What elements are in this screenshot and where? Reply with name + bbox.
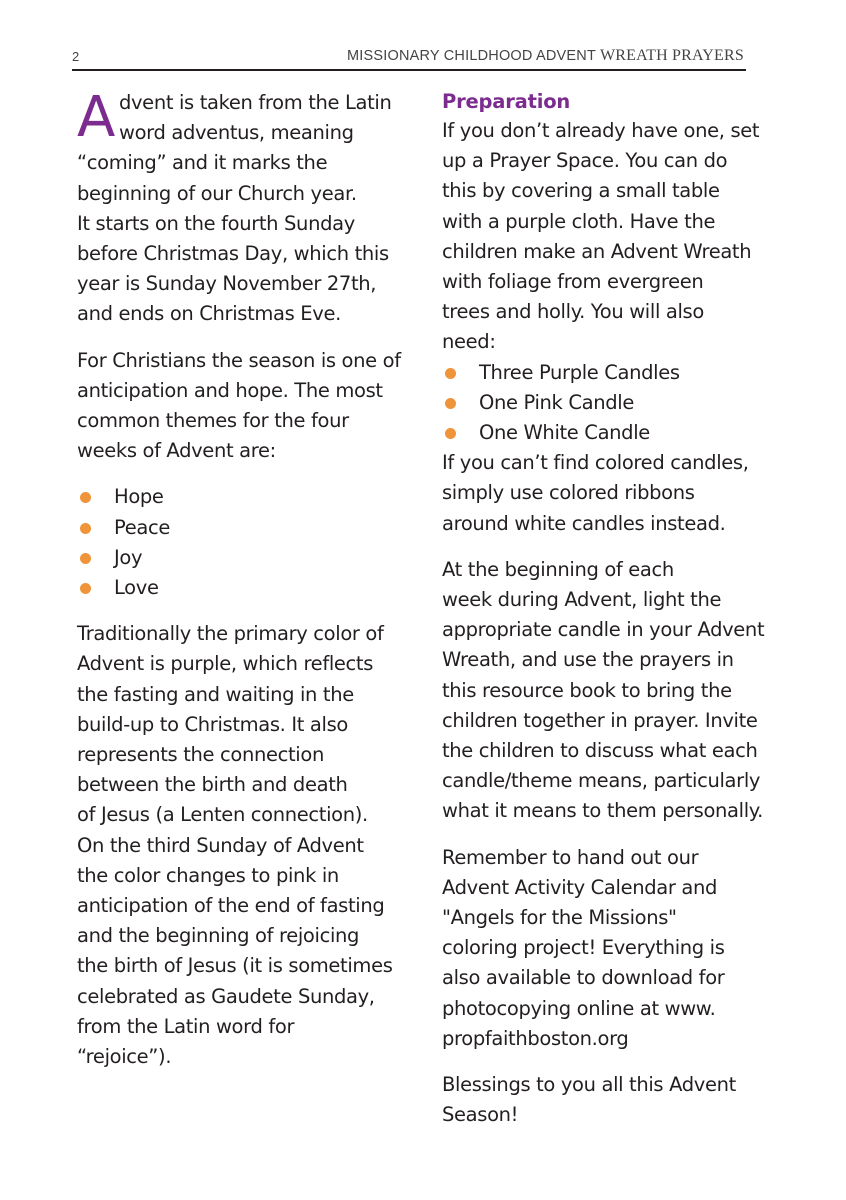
text-line: what it means to them personally. <box>442 799 764 823</box>
text-line: photocopying online at www. <box>442 996 716 1020</box>
text-line: and the beginning of rejoicing <box>77 924 360 948</box>
themes-list <box>77 482 422 603</box>
text-line: the birth of Jesus (it is sometimes <box>77 954 393 978</box>
list-item <box>77 573 422 603</box>
text-line: Season! <box>442 1103 519 1127</box>
text-line: need: <box>442 330 496 354</box>
text-line: children together in prayer. Invite <box>442 708 758 732</box>
text-line: common themes for the four <box>77 409 349 433</box>
bullet-icon <box>445 428 456 439</box>
list-item-label: Love <box>114 576 159 600</box>
bullet-icon <box>445 368 456 379</box>
text-line: Blessings to you all this Advent <box>442 1073 736 1097</box>
bullet-icon <box>80 492 91 503</box>
color-paragraph <box>77 619 422 1072</box>
week-paragraph <box>442 555 787 827</box>
text-line: "Angels for the Missions" <box>442 906 677 930</box>
list-item <box>77 513 422 543</box>
list-item <box>77 482 422 512</box>
left-column <box>77 85 422 1072</box>
text-line: “rejoice”). <box>77 1045 172 1069</box>
text-line: trees and holly. You will also <box>442 300 704 324</box>
bullet-icon <box>80 523 91 534</box>
text-line: On the third Sunday of Advent <box>77 833 364 857</box>
list-item <box>442 388 787 418</box>
text-line: simply use colored ribbons <box>442 481 695 505</box>
text-line: with foliage from evergreen <box>442 270 704 294</box>
list-item-label: Hope <box>114 485 164 509</box>
text-line: dvent is taken from the Latin <box>118 91 392 114</box>
bullet-icon <box>445 398 456 409</box>
text-line: and ends on Christmas Eve. <box>77 302 341 326</box>
text-line: For Christians the season is one of <box>77 348 401 372</box>
text-line: Remember to hand out our <box>442 845 699 869</box>
page-number: 2 <box>72 49 80 64</box>
drop-cap: A <box>77 85 115 150</box>
text-line: from the Latin word for <box>77 1014 295 1038</box>
bullet-icon <box>80 553 91 564</box>
list-item-label: Joy <box>114 545 143 569</box>
intro-paragraph <box>77 85 422 330</box>
text-line: around white candles instead. <box>442 511 726 535</box>
list-item <box>77 543 422 573</box>
text-line: appropriate candle in your Advent <box>442 618 765 642</box>
running-title <box>347 47 744 65</box>
text-line: week during Advent, light the <box>442 588 722 612</box>
text-line: build-up to Christmas. It also <box>77 712 348 736</box>
themes-paragraph <box>77 346 422 467</box>
text-line: the fasting and waiting in the <box>77 682 354 706</box>
text-line: with a purple cloth. Have the <box>442 209 716 233</box>
preparation-paragraph <box>442 116 787 358</box>
text-line: It starts on the fourth Sunday <box>77 211 355 235</box>
text-line: between the birth and death <box>77 773 348 797</box>
running-title-sans: MISSIONARY CHILDHOOD ADVENT <box>347 48 600 64</box>
list-item-label: Three Purple Candles <box>479 360 680 384</box>
text-line: children make an Advent Wreath <box>442 239 752 263</box>
text-line: Advent Activity Calendar and <box>442 875 718 899</box>
page-header <box>72 47 746 71</box>
blessing-paragraph <box>442 1070 787 1130</box>
text-line: anticipation of the end of fasting <box>77 894 385 918</box>
text-line: represents the connection <box>77 743 324 767</box>
list-item <box>442 358 787 388</box>
text-line: year is Sunday November 27th, <box>77 272 377 296</box>
text-line: If you can’t find colored candles, <box>442 451 749 475</box>
text-line: anticipation and hope. The most <box>77 378 383 402</box>
text-line: If you don’t already have one, set <box>442 119 760 142</box>
text-line: “coming” and it marks the <box>77 151 328 175</box>
text-line: also available to download for <box>442 966 725 990</box>
text-line: candle/theme means, particularly <box>442 769 761 793</box>
text-line: beginning of our Church year. <box>77 181 357 205</box>
section-heading-preparation: Preparation <box>442 90 571 113</box>
text-line: the children to discuss what each <box>442 739 758 763</box>
candles-list <box>442 358 787 449</box>
text-line: this by covering a small table <box>442 179 720 203</box>
text-line: before Christmas Day, which this <box>77 242 389 266</box>
text-line: word adventus, meaning <box>118 121 354 145</box>
text-line: coloring project! Everything is <box>442 936 725 960</box>
text-line: of Jesus (a Lenten connection). <box>77 803 368 827</box>
text-line: this resource book to bring the <box>442 678 732 702</box>
list-item <box>442 418 787 448</box>
list-item-label: One Pink Candle <box>479 390 634 414</box>
text-line: the color changes to pink in <box>77 863 339 887</box>
right-column <box>442 88 787 1131</box>
text-line: weeks of Advent are: <box>77 439 276 463</box>
text-line: Advent is purple, which reflects <box>77 652 374 676</box>
remember-paragraph <box>442 843 787 1054</box>
text-line: up a Prayer Space. You can do <box>442 149 728 173</box>
list-item-label: One White Candle <box>479 421 650 445</box>
running-title-serif: WREATH PRAYERS <box>599 47 744 64</box>
list-item-label: Peace <box>114 515 170 539</box>
text-line: celebrated as Gaudete Sunday, <box>77 984 375 1008</box>
bullet-icon <box>80 583 91 594</box>
ribbon-paragraph <box>442 448 787 539</box>
text-line: Wreath, and use the prayers in <box>442 648 734 672</box>
text-line: At the beginning of each <box>442 557 674 581</box>
text-line: Traditionally the primary color of <box>77 622 384 646</box>
link-url: propfaithboston.org <box>442 1026 629 1050</box>
